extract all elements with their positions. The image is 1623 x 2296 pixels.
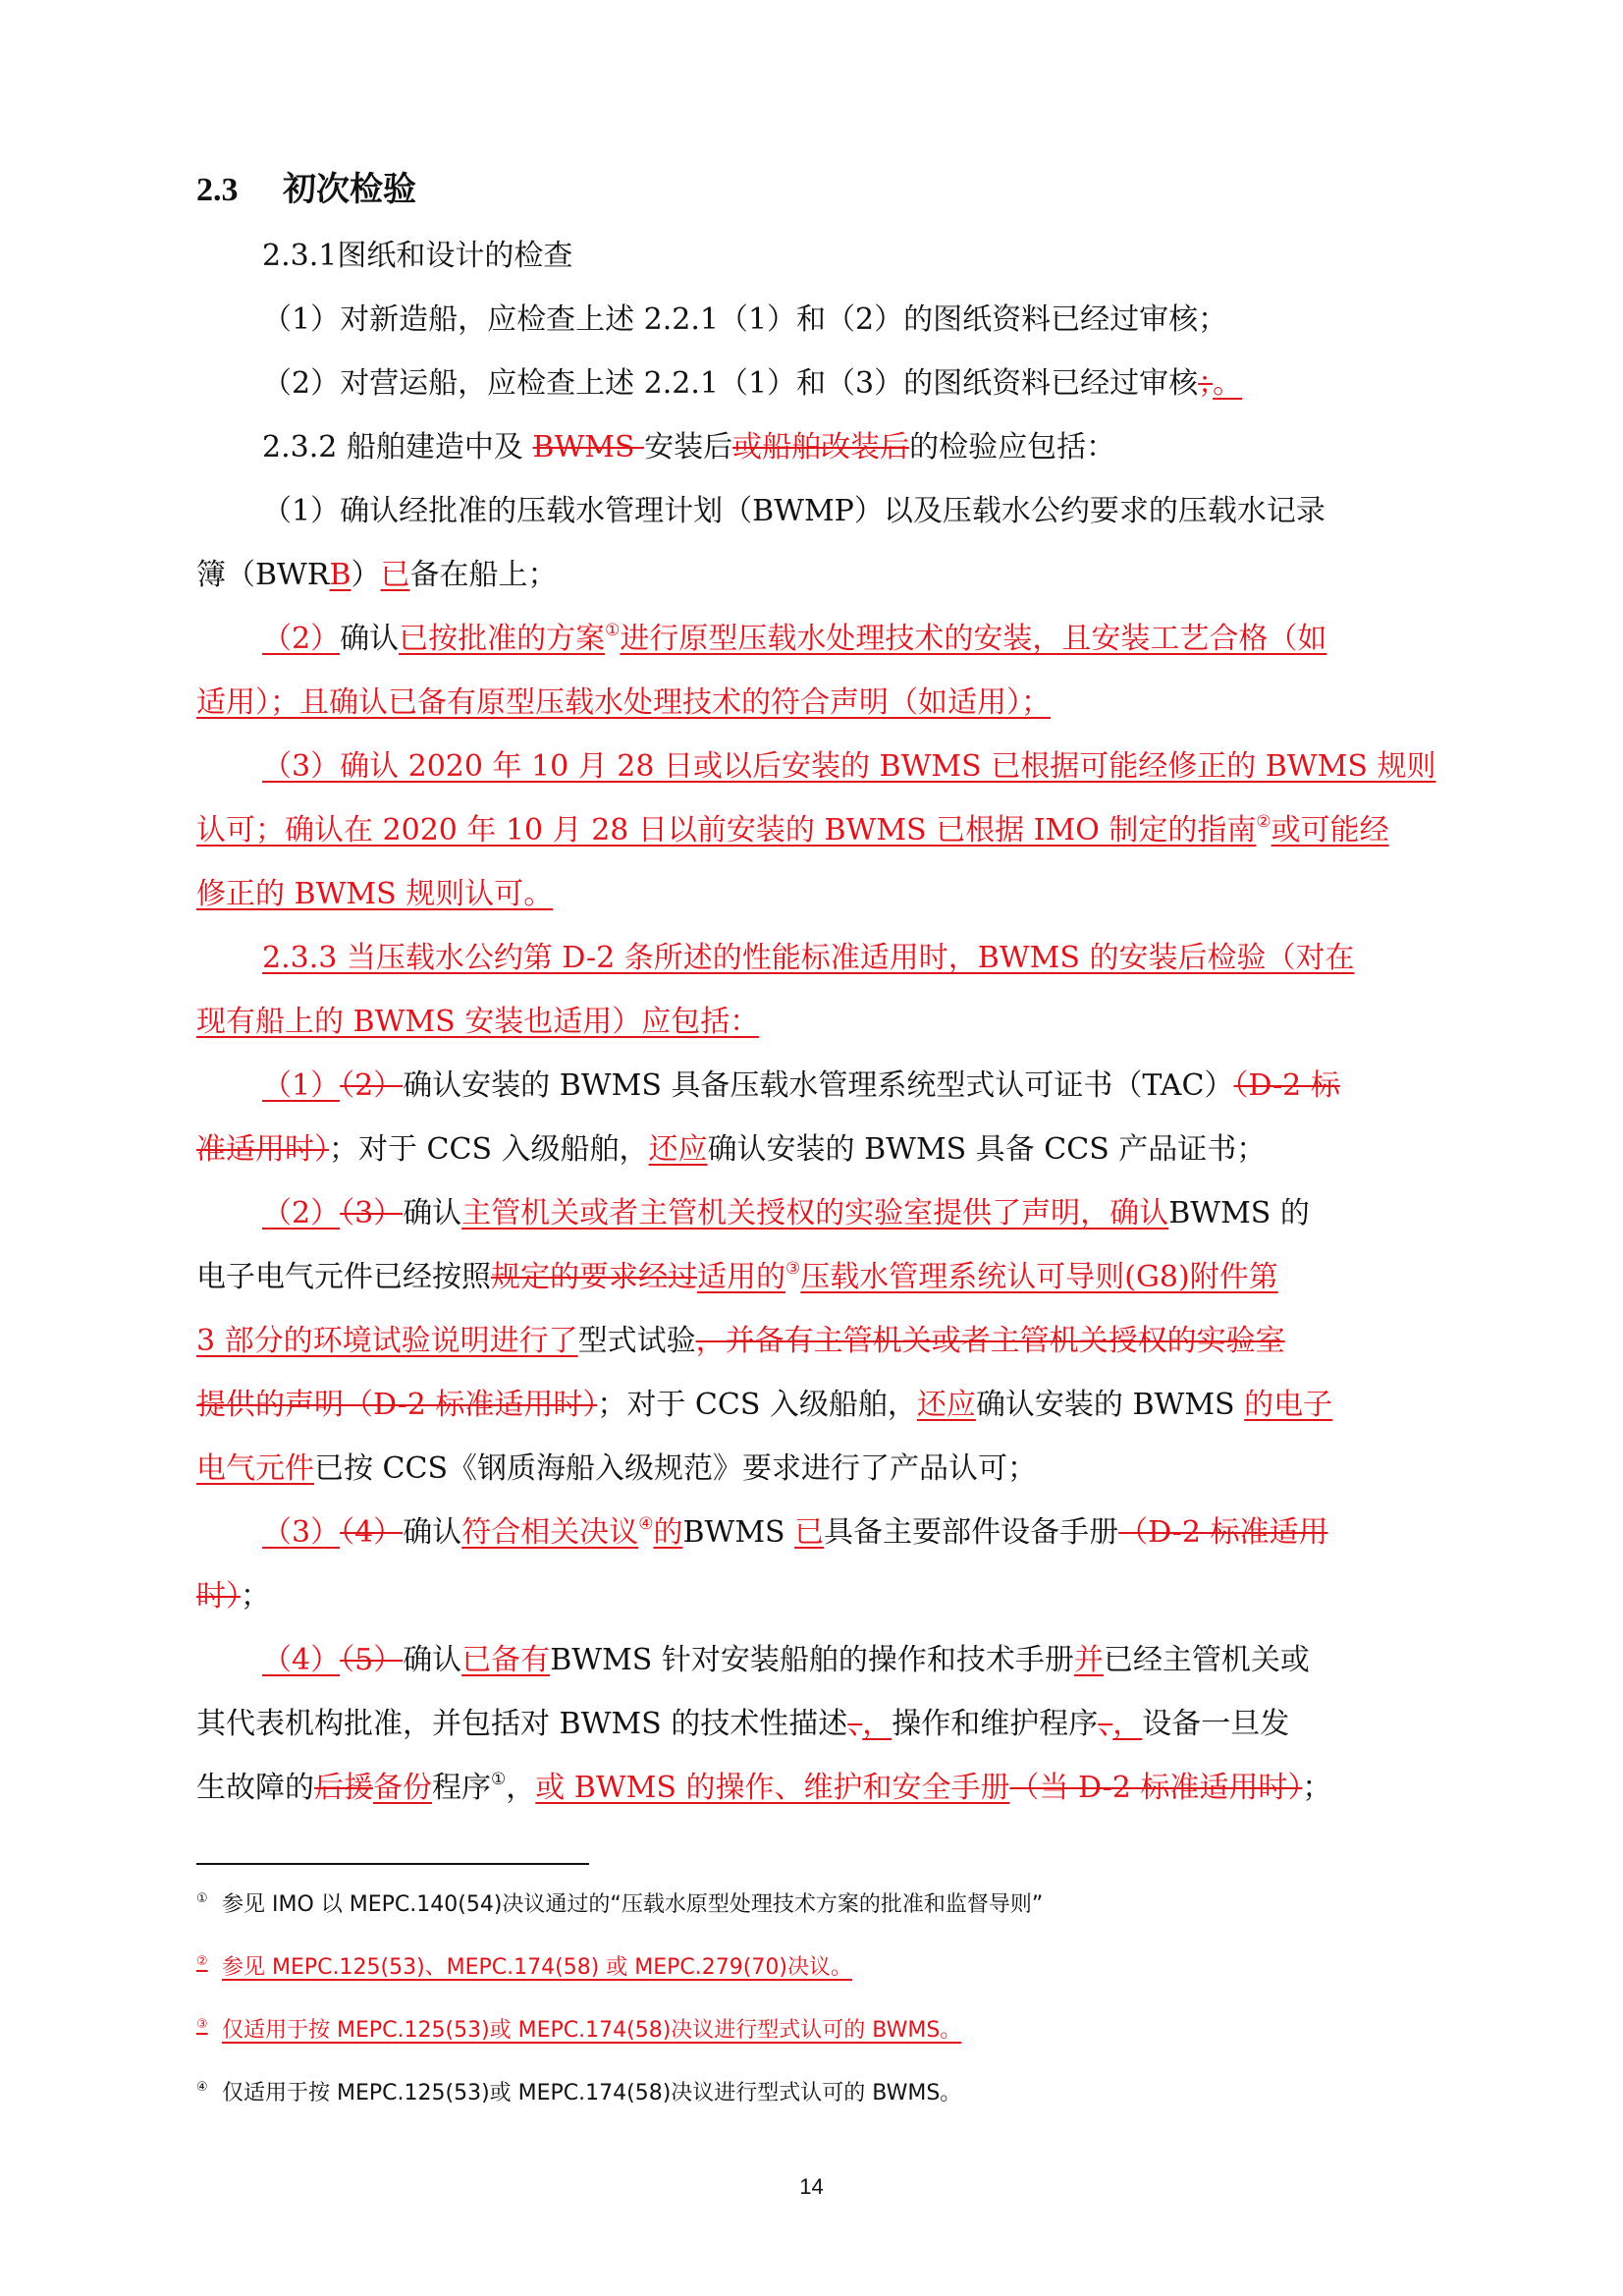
page-number: 14 — [799, 2174, 824, 2199]
paragraph-manual-line2 — [196, 1564, 1402, 1628]
paragraph-electrical-line5 — [196, 1437, 1402, 1501]
text: 操作和维护程序 — [892, 1707, 1099, 1741]
text: 确认 — [403, 1515, 462, 1550]
paragraph-2-3-1 — [262, 224, 1468, 288]
text: 设备一旦发 — [1142, 1707, 1290, 1741]
paragraph-electrical-line4 — [196, 1373, 1402, 1437]
text: ； — [1302, 1771, 1332, 1805]
inserted-text: 现有船上的 BWMS 安装也适用）应包括： — [196, 1005, 760, 1039]
inserted-text: 还应 — [648, 1132, 708, 1167]
deleted-text: 后援 — [314, 1771, 373, 1805]
paragraph-electrical-line1 — [262, 1181, 1468, 1245]
inserted-text: 认可；确认在 2020 年 10 月 28 日以前安装的 BWMS 已根据 IMO 制定的指南 — [196, 813, 1257, 847]
inserted-text: 的电子 — [1244, 1388, 1333, 1422]
inserted-text: 主管机关或者主管机关授权的实验室提供了声明，确认 — [461, 1196, 1169, 1230]
text: BWMS 的 — [1168, 1196, 1310, 1230]
inserted-text: 并 — [1073, 1643, 1104, 1677]
paragraph-electrical-line3 — [196, 1309, 1402, 1373]
inserted-text: （1） — [262, 1068, 341, 1103]
footnote-ref: ③ — [785, 1259, 801, 1279]
text: 确认安装的 BWMS 具备 CCS 产品证书； — [707, 1132, 1267, 1167]
inserted-text: 或可能经 — [1271, 813, 1389, 847]
inserted-text: B — [329, 558, 352, 592]
inserted-text: 的 — [653, 1515, 683, 1550]
text: ； — [241, 1579, 270, 1613]
deleted-text: ，并备有主管机关或者主管机关授权的实验室 — [695, 1324, 1285, 1358]
deleted-text: （D-2 标 — [1233, 1068, 1340, 1103]
paragraph-existing-ship — [262, 352, 1468, 415]
deleted-text: （3） — [340, 1196, 404, 1230]
inserted-text: 2.3.3 当压载水公约第 D-2 条所述的性能标准适用时，BWMS 的安装后检验（对在 — [262, 941, 1355, 975]
paragraph-bwms-code-line2 — [196, 798, 1402, 862]
inserted-text: 。 — [1213, 366, 1243, 401]
deleted-text: （5） — [340, 1643, 404, 1677]
inserted-text: 3 部分的环境试验说明进行了 — [196, 1324, 578, 1358]
footnote-4: ④ 仅适用于按 MEPC.125(53)或 MEPC.174(58)决议进行型式认可的 BWMS。 — [196, 2080, 962, 2105]
paragraph-tac-line2 — [196, 1118, 1402, 1181]
inserted-text: 还应 — [916, 1388, 976, 1422]
footnote-3: ③ 仅适用于按 MEPC.125(53)或 MEPC.174(58)决议进行型式认可的 BWMS。 — [196, 2017, 962, 2043]
text: ；对于 CCS 入级船舶， — [329, 1132, 649, 1167]
footnote-text: 参见 IMO 以 MEPC.140(54)决议通过的“压载水原型处理技术方案的批准和监督导则” — [222, 1892, 1044, 1917]
text: 其代表机构批准，并包括对 BWMS 的技术性描述 — [196, 1707, 848, 1741]
inserted-text: 适用的 — [697, 1260, 785, 1294]
paragraph-manual-line1 — [262, 1501, 1468, 1564]
inserted-text: （2） — [262, 622, 341, 656]
inserted-text: （3）确认 2020 年 10 月 28 日或以后安装的 BWMS 已根据可能经修正的 BWMS 规则 — [262, 749, 1436, 784]
deleted-text: 时） — [196, 1579, 241, 1613]
footnote-ref: ④ — [638, 1514, 654, 1534]
deleted-text: BWMS — [532, 430, 645, 465]
deleted-text: 准适用时） — [196, 1132, 329, 1167]
footnote-text: 参见 MEPC.125(53)、MEPC.174(58) 或 MEPC.279(70)决议。 — [222, 1955, 852, 1980]
inserted-text: 备份 — [373, 1771, 432, 1805]
paragraph-2-3-2 — [262, 415, 1468, 479]
paragraph-new-ship — [262, 288, 1468, 352]
text: 确认 — [340, 622, 400, 656]
paragraph-tac-line1 — [262, 1054, 1468, 1118]
deleted-text: 、 — [1098, 1707, 1113, 1741]
inserted-text: 已按批准的方案 — [399, 622, 606, 656]
section-number: 2.3 — [196, 172, 239, 208]
paragraph-bwmp-line2 — [196, 543, 1402, 607]
text: ， — [506, 1771, 536, 1805]
text: 确认安装的 BWMS — [975, 1388, 1245, 1422]
text: 程序 — [432, 1771, 491, 1805]
paragraph-operation-line1 — [262, 1628, 1468, 1692]
deleted-text: 规定的要求经过 — [491, 1260, 697, 1294]
inserted-text: （3） — [262, 1515, 341, 1550]
paragraph-prototype-line1 — [196, 607, 1468, 671]
deleted-text: 、 — [847, 1707, 863, 1741]
paragraph-2-3-3-line2 — [196, 990, 1402, 1054]
text: 生故障的 — [196, 1771, 314, 1805]
text: 2.3.1图纸和设计的检查 — [262, 239, 573, 273]
text: ；对于 CCS 入级船舶， — [597, 1388, 917, 1422]
footnote-ref: ① — [605, 621, 621, 640]
inserted-text: 修正的 BWMS 规则认可。 — [196, 877, 554, 911]
text: 已经主管机关或 — [1103, 1643, 1310, 1677]
text: 已按 CCS《钢质海船入级规范》要求进行了产品认可； — [314, 1451, 1037, 1486]
paragraph-electrical-line2 — [196, 1245, 1402, 1309]
inserted-text: 或 BWMS 的操作、维护和安全手册 — [535, 1771, 1010, 1805]
deleted-text: （2） — [340, 1068, 404, 1103]
text: 的检验应包括： — [909, 430, 1116, 465]
footnote-ref: ② — [1256, 812, 1271, 832]
text: BWMS 针对安装船舶的操作和技术手册 — [550, 1643, 1074, 1677]
inserted-text: （4） — [262, 1643, 341, 1677]
inserted-text: 已备有 — [461, 1643, 551, 1677]
text: BWMS — [682, 1515, 795, 1550]
footnote-2: ② 参见 MEPC.125(53)、MEPC.174(58) 或 MEPC.279(70)决议。 — [196, 1954, 852, 1980]
footnote-text: 仅适用于按 MEPC.125(53)或 MEPC.174(58)决议进行型式认可的 BWMS。 — [222, 2081, 962, 2105]
text: 型式试验 — [577, 1324, 696, 1358]
footnote-text: 仅适用于按 MEPC.125(53)或 MEPC.174(58)决议进行型式认可的 BWMS。 — [222, 2018, 962, 2043]
text: 确认 — [403, 1643, 462, 1677]
deleted-text: （当 D-2 标准适用时） — [1009, 1771, 1303, 1805]
text: （1）确认经批准的压载水管理计划（BWMP）以及压载水公约要求的压载水记录 — [262, 494, 1325, 528]
deleted-text: 提供的声明（D-2 标准适用时） — [196, 1388, 598, 1422]
inserted-text: 已 — [380, 558, 410, 592]
inserted-text: （2） — [262, 1196, 341, 1230]
text: （1）对新造船，应检查上述 2.2.1（1）和（2）的图纸资料已经过审核； — [262, 302, 1228, 337]
paragraph-operation-line3 — [196, 1756, 1402, 1820]
deleted-text: （4） — [340, 1515, 404, 1550]
text: ） — [351, 558, 381, 592]
text: 2.3.2 船舶建造中及 — [262, 430, 533, 465]
inserted-text: 适用）；且确认已备有原型压载水处理技术的符合声明（如适用）； — [196, 685, 1051, 720]
deleted-text: （D-2 标准适用 — [1118, 1515, 1328, 1550]
text: （2）对营运船，应检查上述 2.2.1（1）和（3）的图纸资料已经过审核 — [262, 366, 1199, 401]
paragraph-2-3-3-line1 — [262, 926, 1468, 990]
section-heading — [196, 162, 416, 210]
text: 具备主要部件设备手册 — [824, 1515, 1119, 1550]
inserted-text: ， — [1112, 1707, 1143, 1741]
text: 确认安装的 BWMS 具备压载水管理系统型式认可证书（TAC） — [403, 1068, 1234, 1103]
inserted-text: 压载水管理系统认可导则(G8)附件第 — [800, 1260, 1278, 1294]
text: 簿（BWR — [196, 558, 330, 592]
deleted-text: 或船舶改装后 — [732, 430, 910, 465]
paragraph-operation-line2 — [196, 1692, 1402, 1756]
paragraph-prototype-line2 — [196, 671, 1402, 735]
text: 确认 — [403, 1196, 462, 1230]
deleted-text: ； — [1198, 366, 1214, 401]
inserted-text: 已 — [794, 1515, 825, 1550]
paragraph-bwmp-line1 — [262, 479, 1468, 543]
footnote-ref: ① — [491, 1770, 507, 1789]
paragraph-bwms-code-line1 — [262, 735, 1468, 798]
text: 备在船上； — [409, 558, 558, 592]
inserted-text: 电气元件 — [196, 1451, 314, 1486]
text: 电子电气元件已经按照 — [196, 1260, 491, 1294]
inserted-text: 符合相关决议 — [461, 1515, 639, 1550]
paragraph-bwms-code-line3 — [196, 862, 1402, 926]
inserted-text: 进行原型压载水处理技术的安装，且安装工艺合格（如 — [620, 622, 1327, 656]
footnote-divider — [196, 1863, 589, 1865]
inserted-text: ， — [862, 1707, 893, 1741]
section-title: 初次检验 — [283, 170, 416, 209]
text: 安装后 — [644, 430, 733, 465]
footnote-1: ① 参见 IMO 以 MEPC.140(54)决议通过的“压载水原型处理技术方案的批准和监督导则” — [196, 1891, 1044, 1917]
